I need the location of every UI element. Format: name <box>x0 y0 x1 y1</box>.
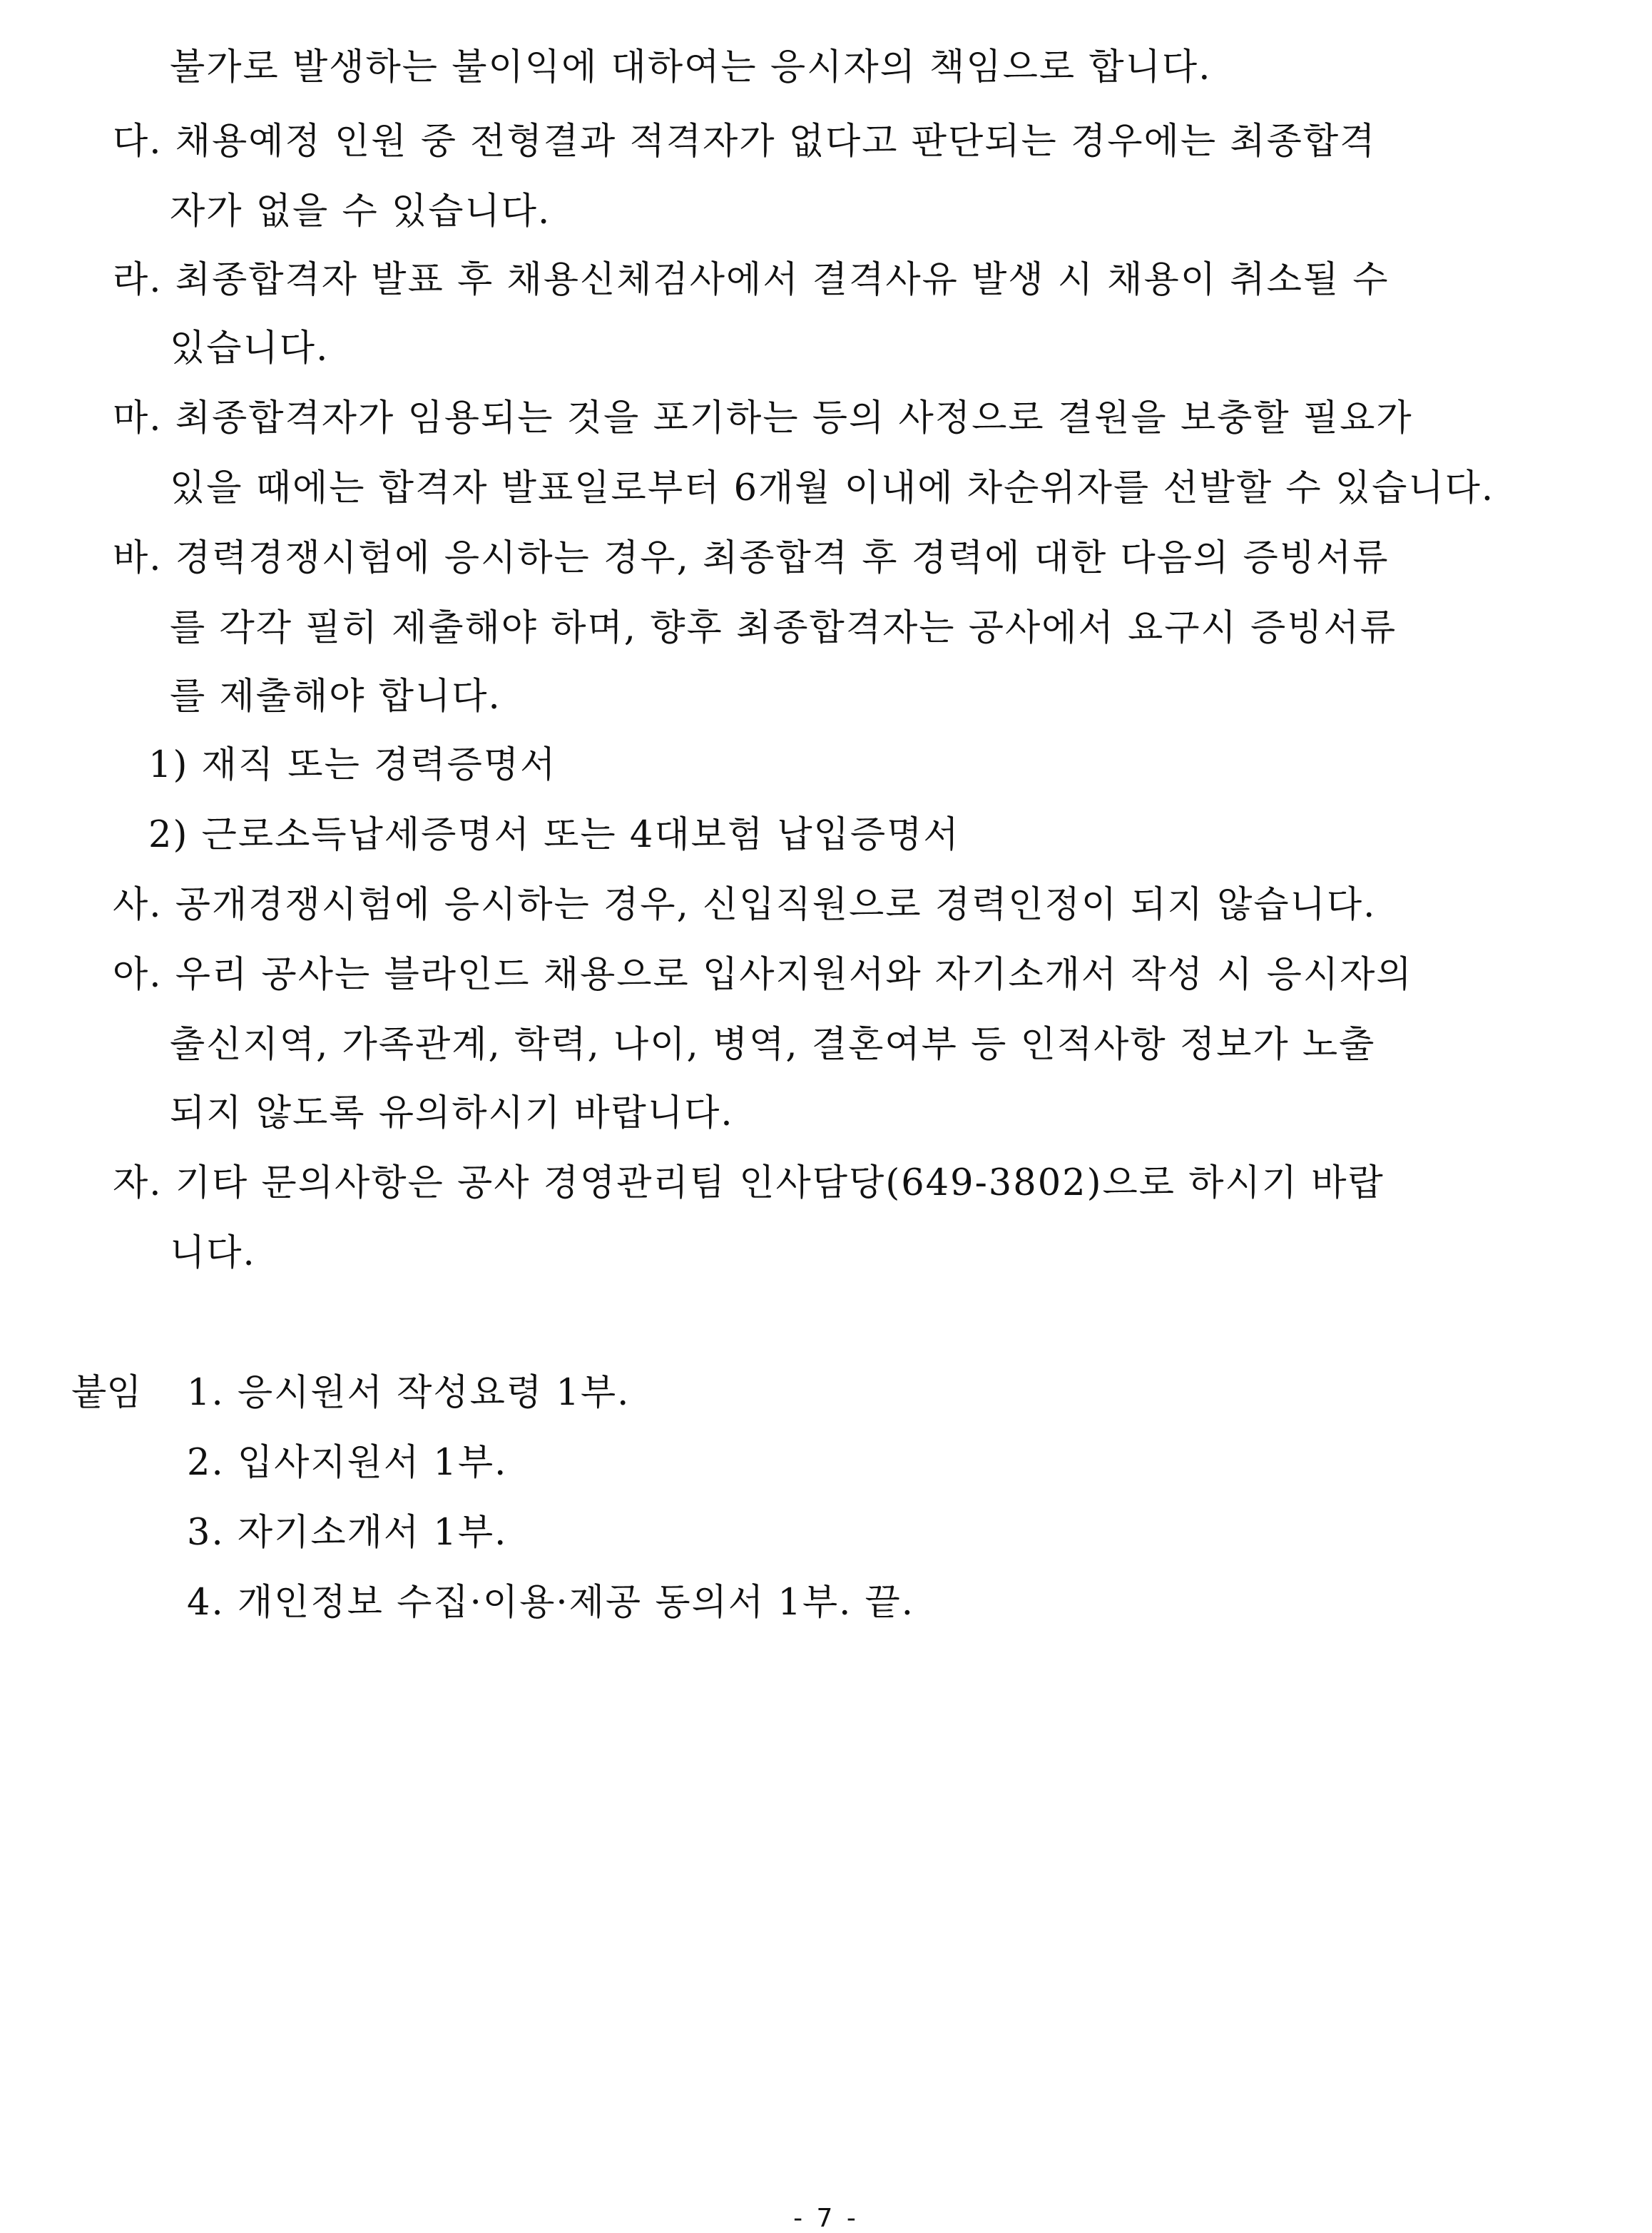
item-ma-line-1: 마. 최종합격자가 임용되는 것을 포기하는 등의 사정으로 결원을 보충할 필요가 <box>113 397 1413 439</box>
attachment-label: 붙임 <box>71 1372 142 1414</box>
item-ba-line-3: 를 제출해야 합니다. <box>170 676 501 718</box>
item-sa-line-1: 사. 공개경쟁시험에 응시하는 경우, 신입직원으로 경력인정이 되지 않습니다. <box>113 884 1377 926</box>
attachment-item: 4. 개인정보 수집·이용·제공 동의서 1부. 끝. <box>187 1582 915 1624</box>
item-ba-line-1: 바. 경력경쟁시험에 응시하는 경우, 최종합격 후 경력에 대한 다음의 증빙서류 <box>113 537 1390 579</box>
attachment-item: 1. 응시원서 작성요령 1부. <box>187 1372 631 1414</box>
item-a-line-1: 아. 우리 공사는 블라인드 채용으로 입사지원서와 자기소개서 작성 시 응시자의 <box>113 954 1413 996</box>
item-ba-sub-1: 1) 재직 또는 경력증명서 <box>148 744 557 786</box>
item-ra-line-2: 있습니다. <box>170 327 330 370</box>
page-number: - 7 - <box>793 2204 859 2233</box>
item-ja-line-1: 자. 기타 문의사항은 공사 경영관리팀 인사담당(649-3802)으로 하시기 바랍 <box>113 1162 1385 1204</box>
paragraph-continuation: 불가로 발생하는 불이익에 대하여는 응시자의 책임으로 합니다. <box>170 46 1212 88</box>
item-ja-line-2: 니다. <box>170 1232 256 1274</box>
item-da-line-1: 다. 채용예정 인원 중 전형결과 적격자가 없다고 판단되는 경우에는 최종합격 <box>113 121 1377 163</box>
item-da-line-2: 자가 없을 수 있습니다. <box>170 190 551 233</box>
attachment-item: 3. 자기소개서 1부. <box>187 1512 508 1554</box>
item-ba-line-2: 를 각각 필히 제출해야 하며, 향후 최종합격자는 공사에서 요구시 증빙서류 <box>170 607 1397 649</box>
item-ma-line-2: 있을 때에는 합격자 발표일로부터 6개월 이내에 차순위자를 선발할 수 있습니다. <box>170 467 1495 509</box>
attachment-item: 2. 입사지원서 1부. <box>187 1442 508 1484</box>
item-a-line-3: 되지 않도록 유의하시기 바랍니다. <box>170 1092 734 1134</box>
item-ba-sub-2: 2) 근로소득납세증명서 또는 4대보험 납입증명서 <box>148 814 960 856</box>
item-ra-line-1: 라. 최종합격자 발표 후 채용신체검사에서 결격사유 발생 시 채용이 취소될 수 <box>113 259 1390 301</box>
item-a-line-2: 출신지역, 가족관계, 학력, 나이, 병역, 결혼여부 등 인적사항 정보가 노출 <box>170 1024 1376 1066</box>
